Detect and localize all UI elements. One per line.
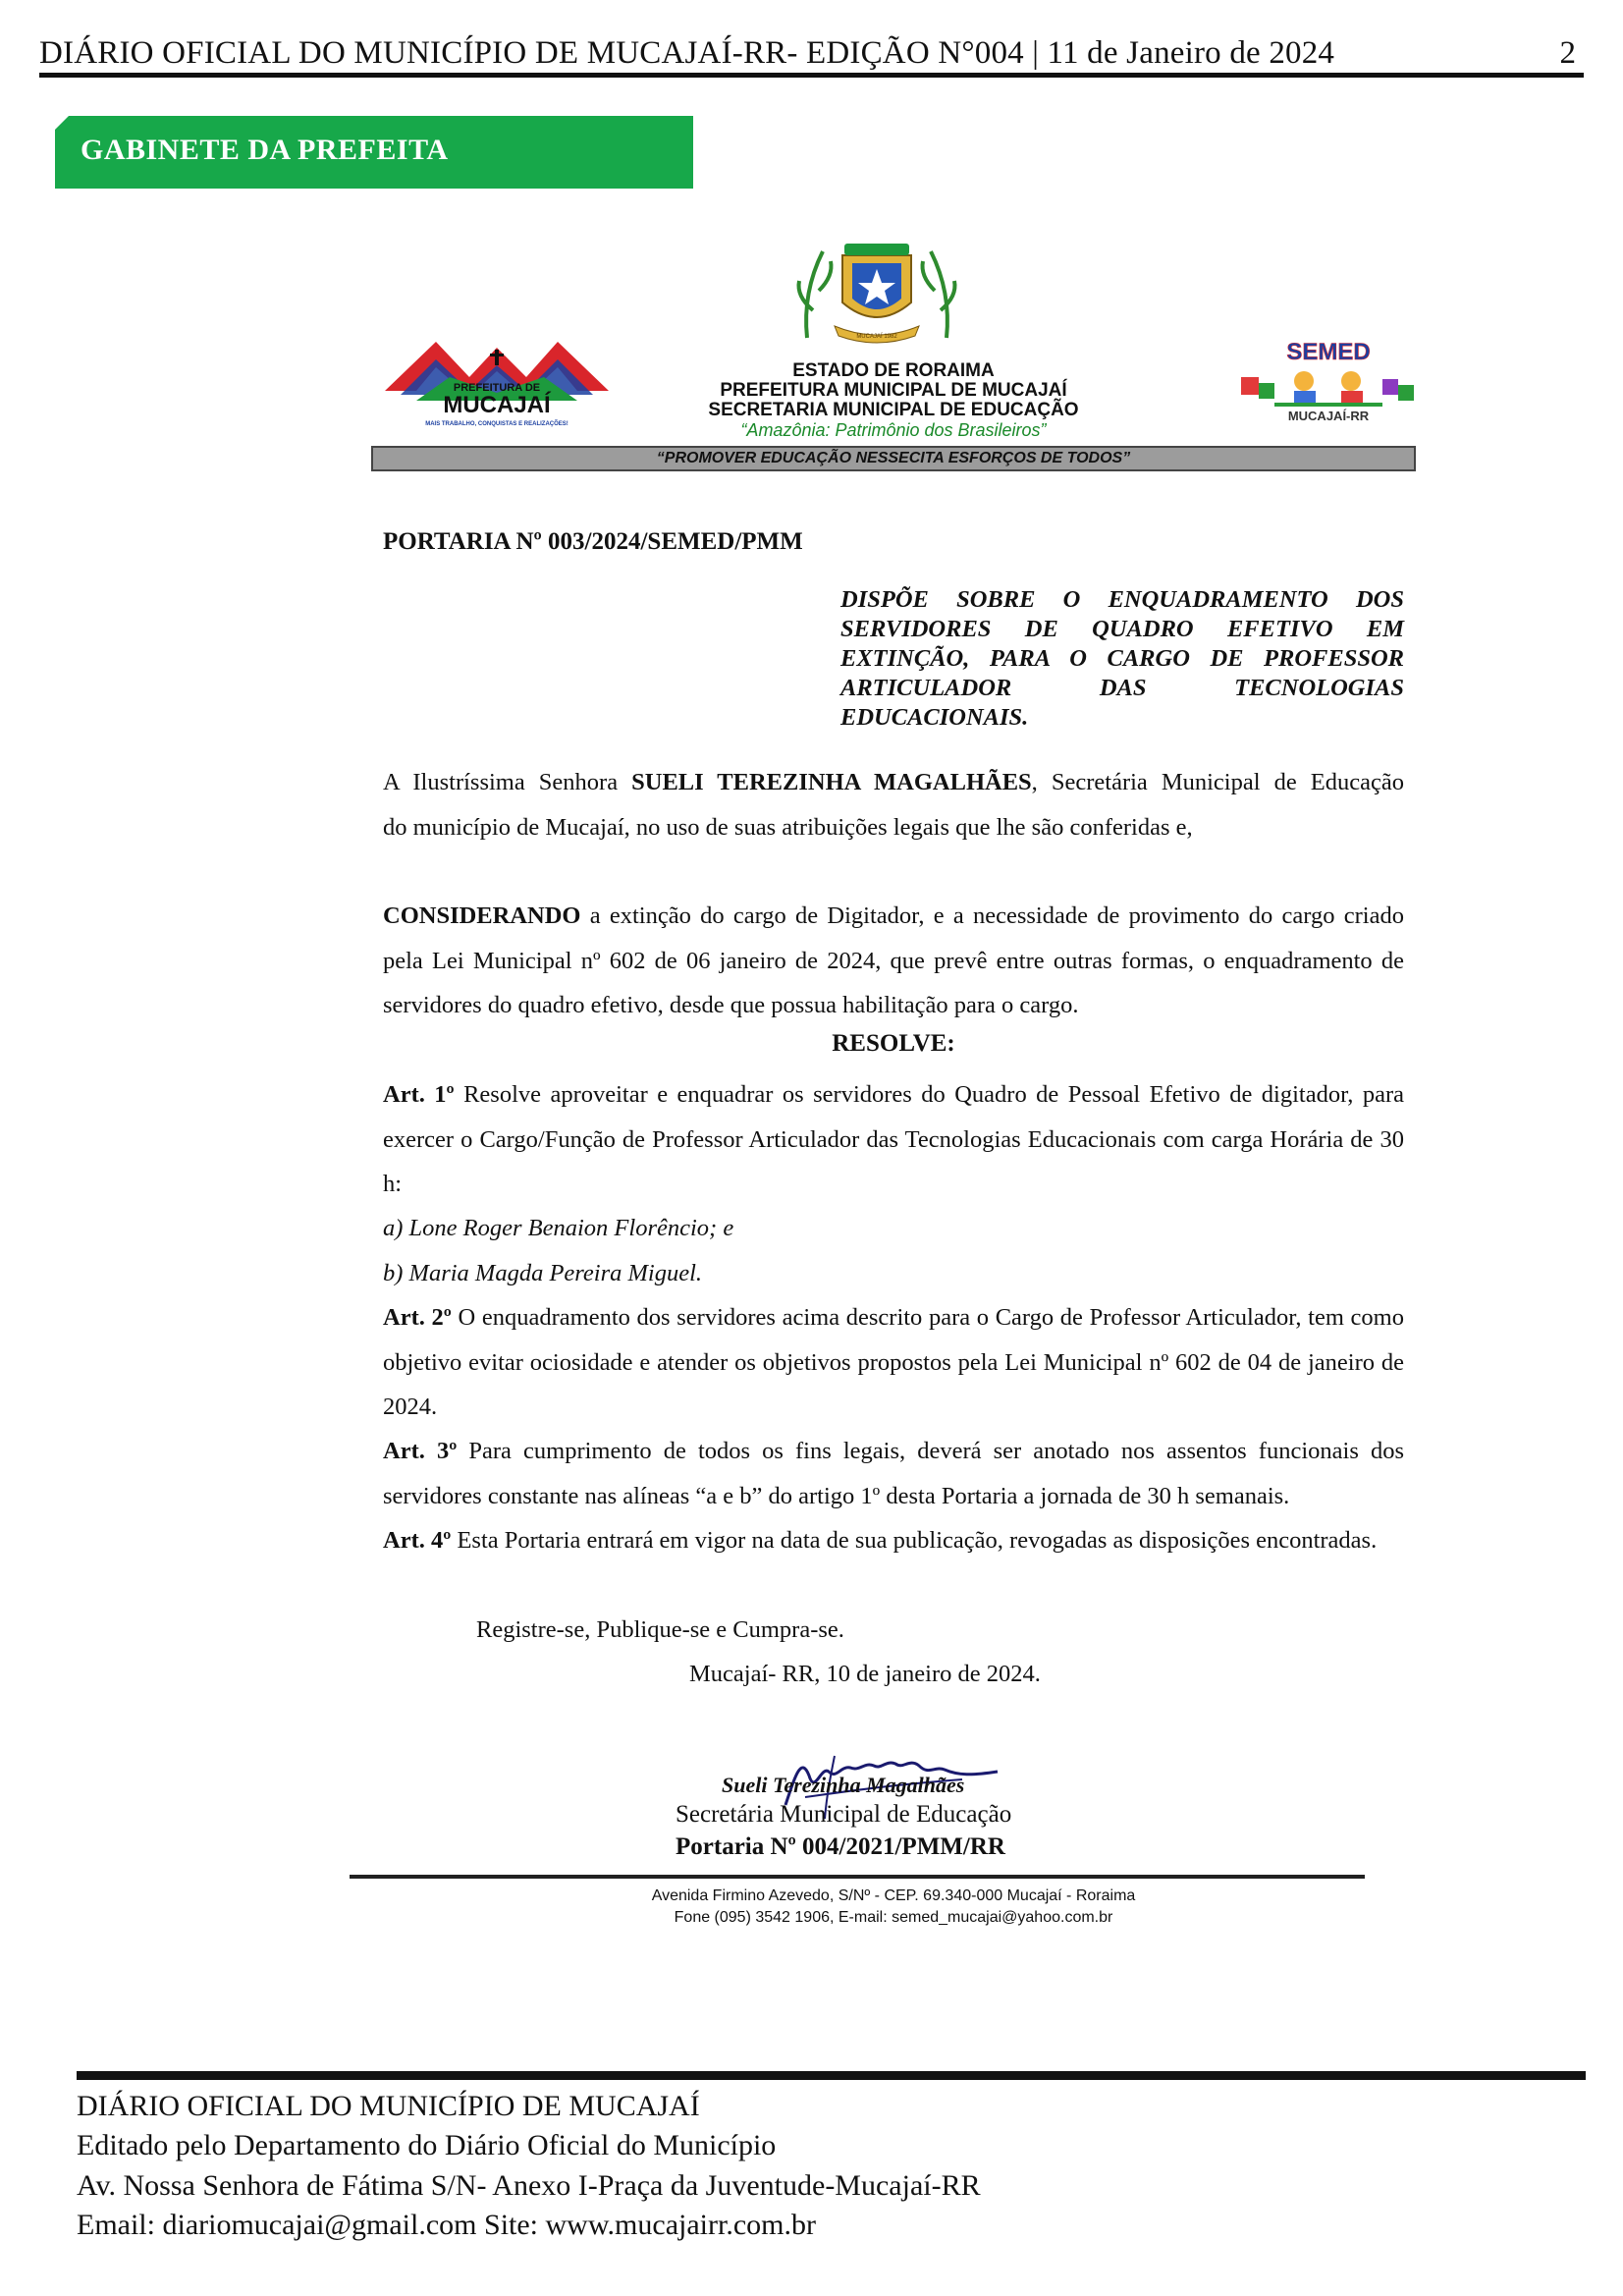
signatory-portaria: Portaria Nº 004/2021/PMM/RR bbox=[676, 1833, 1005, 1860]
letterhead-prefeitura: PREFEITURA MUNICIPAL DE MUCAJAÍ bbox=[720, 380, 1067, 401]
semed-block-icon bbox=[1241, 377, 1259, 395]
logo-line2: MUCAJAÍ bbox=[443, 392, 551, 418]
letterhead-slogan: “PROMOVER EDUCAÇÃO NESSECITA ESFORÇOS DE TODOS” bbox=[656, 450, 1131, 466]
intro-line-2: do município de Mucajaí, no uso de suas atribuições legais que lhe são conferidas e, bbox=[383, 813, 1193, 841]
semed-child-icon-2 bbox=[1341, 371, 1361, 391]
portaria-title: PORTARIA Nº 003/2024/SEMED/PMM bbox=[383, 528, 803, 555]
crest-ribbon-text: MUCAJAÍ 1982 bbox=[856, 334, 897, 340]
article-1-item-a: a) Lone Roger Benaion Florêncio; e bbox=[383, 1215, 734, 1241]
gazette-header-title: DIÁRIO OFICIAL DO MUNICÍPIO DE MUCAJAÍ-RR- EDIÇÃO N°004 | 11 de Janeiro de 2024 bbox=[39, 35, 1335, 71]
secretary-name: SUELI TEREZINHA MAGALHÃES bbox=[631, 769, 1032, 795]
footer-address: Av. Nossa Senhora de Fátima S/N- Anexo I-Praça da Juventude-Mucajaí-RR bbox=[77, 2169, 981, 2202]
article-1-item-b: b) Maria Magda Pereira Miguel. bbox=[383, 1260, 703, 1286]
footer-editor: Editado pelo Departamento do Diário Oficial do Município bbox=[77, 2129, 777, 2161]
semed-block-icon-2 bbox=[1382, 379, 1398, 395]
section-banner-label: GABINETE DA PREFEITA bbox=[81, 134, 449, 166]
logo-tagline: MAIS TRABALHO, CONQUISTAS E REALIZAÇÕES! bbox=[425, 421, 568, 427]
logo-cross bbox=[495, 350, 499, 365]
semed-child-icon bbox=[1294, 371, 1314, 391]
crest-right-plant bbox=[923, 251, 955, 338]
considerando-paragraph: CONSIDERANDO a extinção do cargo de Digitador, e a necessidade de provimento do cargo criado pela Lei Municipal nº 602 de 06 janeiro de 2024, que prevê entre outras formas, o enquadramento de servidores do quadro efetivo, desde que possua habilitação para o cargo. bbox=[383, 902, 1404, 1018]
article-4: Art. 4º Esta Portaria entrará em vigor na data de sua publicação, revogadas as disposições encontradas. bbox=[383, 1527, 1378, 1554]
letter-footer-divider bbox=[350, 1875, 1365, 1879]
closing-formula: Registre-se, Publique-se e Cumpra-se. bbox=[476, 1616, 844, 1643]
header-divider bbox=[39, 73, 1584, 78]
crest-left-plant bbox=[799, 251, 832, 338]
footer-contact: Email: diariomucajai@gmail.com Site: www.mucajairr.com.br bbox=[77, 2209, 816, 2241]
article-3: Art. 3º Para cumprimento de todos os fins legais, deverá ser anotado nos assentos funcionais dos servidores constante nas alíneas “a e b” do artigo 1º desta Portaria a jornada de 30 h semanais. bbox=[383, 1438, 1404, 1509]
footer-divider bbox=[77, 2071, 1586, 2080]
article-2: Art. 2º O enquadramento dos servidores acima descrito para o Cargo de Professor Articulador, tem como objetivo evitar ociosidade e atender os objetivos propostos pela Lei Municipal nº 602 de 04 de janeiro de 2024. bbox=[383, 1304, 1404, 1420]
logo-line1: PREFEITURA DE bbox=[453, 382, 541, 394]
place-and-date: Mucajaí- RR, 10 de janeiro de 2024. bbox=[689, 1661, 1041, 1687]
intro-line-1: A Ilustríssima Senhora SUELI TEREZINHA MAGALHÃES, Secretária Municipal de Educação bbox=[383, 769, 1405, 795]
letterhead-motto: “Amazônia: Patrimônio dos Brasileiros” bbox=[740, 420, 1047, 440]
prefeitura-mucajai-logo bbox=[381, 334, 613, 428]
page-number: 2 bbox=[1559, 35, 1576, 71]
resolve-heading: RESOLVE: bbox=[832, 1030, 955, 1057]
crest-crown bbox=[844, 244, 909, 255]
municipal-coat-of-arms bbox=[793, 242, 960, 344]
signatory-name: Sueli Terezinha Magalhães bbox=[722, 1773, 965, 1797]
letterhead-state: ESTADO DE RORAIMA bbox=[792, 360, 995, 381]
footer-gazette-name: DIÁRIO OFICIAL DO MUNICÍPIO DE MUCAJAÍ bbox=[77, 2090, 700, 2122]
semed-logo bbox=[1235, 338, 1422, 426]
letter-contact: Fone (095) 3542 1906, E-mail: semed_mucajai@yahoo.com.br bbox=[674, 1909, 1113, 1926]
signatory-role: Secretária Municipal de Educação bbox=[676, 1801, 1012, 1828]
letterhead-secretaria: SECRETARIA MUNICIPAL DE EDUCAÇÃO bbox=[708, 400, 1079, 420]
portaria-ementa: DISPÕE SOBRE O ENQUADRAMENTO DOS SERVIDORES DE QUADRO EFETIVO EM EXTINÇÃO, PARA O CARGO DE PROFESSOR ARTICULADOR DAS TECNOLOGIAS EDUCACIONAIS. bbox=[840, 586, 1404, 731]
article-1: Art. 1º Resolve aproveitar e enquadrar os servidores do Quadro de Pessoal Efetivo de digitador, para exercer o Cargo/Função de Professor Articulador das Tecnologias Educacionais com carga Horária de 30 h: bbox=[383, 1081, 1404, 1197]
intro-paragraph bbox=[383, 760, 1404, 849]
semed-wordmark: SEMED bbox=[1286, 339, 1371, 365]
letter-address: Avenida Firmino Azevedo, S/Nº - CEP. 69.340-000 Mucajaí - Roraima bbox=[651, 1887, 1136, 1904]
semed-subtitle: MUCAJAÍ-RR bbox=[1287, 409, 1370, 423]
